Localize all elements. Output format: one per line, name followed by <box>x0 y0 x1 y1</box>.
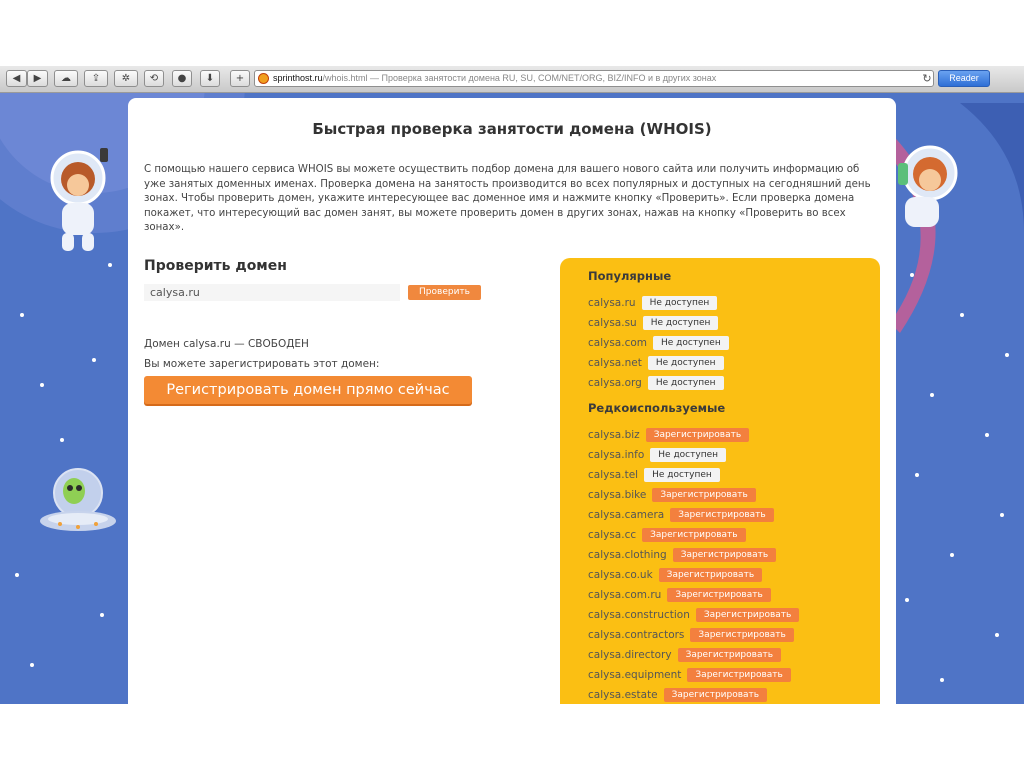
share-icon[interactable]: ⇪ <box>84 70 108 87</box>
zone-register-button[interactable]: Зарегистрировать <box>696 608 799 622</box>
zone-name: calysa.camera <box>588 508 665 521</box>
star <box>910 273 914 277</box>
zone-row <box>588 604 799 620</box>
star <box>930 393 934 397</box>
zone-status-badge: Не доступен <box>643 316 719 330</box>
download-icon[interactable]: ⬇ <box>200 70 220 87</box>
zone-row <box>588 564 762 580</box>
star <box>915 473 919 477</box>
zone-name: calysa.equipment <box>588 668 682 681</box>
result-text <box>144 338 309 350</box>
zone-name: calysa.contractors <box>588 628 685 641</box>
top-margin <box>0 0 1024 66</box>
zone-register-button[interactable]: Зарегистрировать <box>664 688 767 702</box>
zone-row <box>588 524 746 540</box>
zone-row <box>588 352 724 368</box>
star <box>960 313 964 317</box>
star <box>20 313 24 317</box>
zone-name: calysa.bike <box>588 488 647 501</box>
star <box>985 433 989 437</box>
result-dash: — <box>234 338 245 350</box>
zone-row <box>588 292 717 308</box>
rare-zones-heading: Редкоиспользуемые <box>588 401 726 415</box>
back-icon[interactable]: ◀ <box>6 70 27 87</box>
zone-name: calysa.org <box>588 376 642 389</box>
star <box>92 358 96 362</box>
star <box>950 553 954 557</box>
zone-status-badge: Не доступен <box>644 468 720 482</box>
reader-history-icon[interactable]: ⟲ <box>144 70 164 87</box>
zone-row <box>588 664 791 680</box>
zone-name: calysa.com <box>588 336 648 349</box>
check-domain-heading: Проверить домен <box>144 258 287 274</box>
star <box>1000 513 1004 517</box>
check-button[interactable]: Проверить <box>408 285 481 300</box>
zone-name: calysa.su <box>588 316 637 329</box>
popular-zones-heading: Популярные <box>588 269 672 283</box>
site-favicon-icon <box>258 73 269 84</box>
star <box>108 263 112 267</box>
extension-icon[interactable]: ✲ <box>114 70 138 87</box>
zone-name: calysa.com.ru <box>588 588 662 601</box>
zone-row <box>588 372 724 388</box>
zone-status-badge: Не доступен <box>648 356 724 370</box>
zone-row <box>588 624 794 640</box>
star <box>15 573 19 577</box>
can-register-text: Вы можете зарегистрировать этот домен: <box>144 358 380 370</box>
zone-name: calysa.estate <box>588 688 658 701</box>
browser-toolbar <box>0 66 1024 93</box>
zone-row <box>588 584 771 600</box>
zone-register-button[interactable]: Зарегистрировать <box>678 648 781 662</box>
zone-register-button[interactable]: Зарегистрировать <box>667 588 770 602</box>
zone-status-badge: Не доступен <box>648 376 724 390</box>
zone-status-badge: Не доступен <box>650 448 726 462</box>
star <box>940 678 944 682</box>
star <box>30 663 34 667</box>
star <box>60 438 64 442</box>
zone-row <box>588 312 718 328</box>
bottom-margin <box>0 704 1024 768</box>
zone-name: calysa.biz <box>588 428 640 441</box>
zone-name: calysa.construction <box>588 608 690 621</box>
astronaut-right-icon <box>898 147 956 227</box>
zone-row <box>588 484 756 500</box>
page-title: Быстрая проверка занятости домена (WHOIS) <box>312 120 712 138</box>
zone-row <box>588 424 749 440</box>
url-page-title: — Проверка занятости домена RU, SU, COM/NET/ORG, BIZ/INFO и в других зонах <box>367 73 717 83</box>
url-path: /whois.html <box>322 73 368 83</box>
zone-name: calysa.clothing <box>588 548 667 561</box>
star <box>100 613 104 617</box>
address-bar[interactable] <box>254 70 934 87</box>
zone-status-badge: Не доступен <box>642 296 718 310</box>
zone-register-button[interactable]: Зарегистрировать <box>673 548 776 562</box>
zones-box <box>560 258 880 704</box>
zone-name: calysa.tel <box>588 468 639 481</box>
zone-register-button[interactable]: Зарегистрировать <box>652 488 755 502</box>
zone-status-badge: Не доступен <box>653 336 729 350</box>
lightbulb-icon[interactable]: ● <box>172 70 192 87</box>
intro-text: С помощью нашего сервиса WHOIS вы можете осуществить подбор домена для вашего нового сайта или получить информацию об уже занятых доменных именах. Проверка домена на занятость производится во всех популярных и доступных на сегодняшний день зонах. Чтобы проверить домен, укажите интересующее вас доменное имя и нажмите кнопку «Проверить». Если проверка домена покажет, что интересующий вас домен занят, вы можете проверить домен в других зонах, нажав на кнопку «Проверить во всех зонах». <box>144 164 871 233</box>
star <box>40 383 44 387</box>
zone-row <box>588 444 726 460</box>
zone-row <box>588 644 781 660</box>
zone-name: calysa.directory <box>588 648 672 661</box>
zone-register-button[interactable]: Зарегистрировать <box>670 508 773 522</box>
zone-register-button[interactable]: Зарегистрировать <box>687 668 790 682</box>
nav-buttons <box>6 70 48 87</box>
zone-name: calysa.ru <box>588 296 636 309</box>
zone-row <box>588 504 774 520</box>
zone-row <box>588 464 720 480</box>
zone-name: calysa.net <box>588 356 642 369</box>
star <box>1005 353 1009 357</box>
url-domain: sprinthost.ru <box>273 73 323 83</box>
forward-icon[interactable]: ▶ <box>27 70 48 87</box>
reader-button[interactable]: Reader <box>938 70 990 87</box>
url-text <box>273 71 716 86</box>
star <box>995 633 999 637</box>
zone-register-button[interactable]: Зарегистрировать <box>690 628 793 642</box>
reload-icon[interactable]: ↻ <box>922 72 932 85</box>
star <box>905 598 909 602</box>
alien-saucer-icon <box>40 469 116 531</box>
zone-register-button[interactable]: Зарегистрировать <box>646 428 749 442</box>
zone-row <box>588 332 729 348</box>
zone-name: calysa.cc <box>588 528 637 541</box>
zone-register-button[interactable]: Зарегистрировать <box>659 568 762 582</box>
cloud-icon[interactable]: ☁ <box>54 70 78 87</box>
zone-name: calysa.co.uk <box>588 568 653 581</box>
zone-name: calysa.info <box>588 448 645 461</box>
result-status: СВОБОДЕН <box>247 338 309 350</box>
result-prefix: Домен calysa.ru <box>144 338 231 350</box>
add-icon[interactable]: + <box>230 70 250 87</box>
register-now-button[interactable]: Регистрировать домен прямо сейчас <box>144 376 472 404</box>
domain-input[interactable] <box>144 284 400 301</box>
zone-row <box>588 684 767 700</box>
zone-row <box>588 544 776 560</box>
zone-register-button[interactable]: Зарегистрировать <box>642 528 745 542</box>
content-panel <box>128 98 896 704</box>
